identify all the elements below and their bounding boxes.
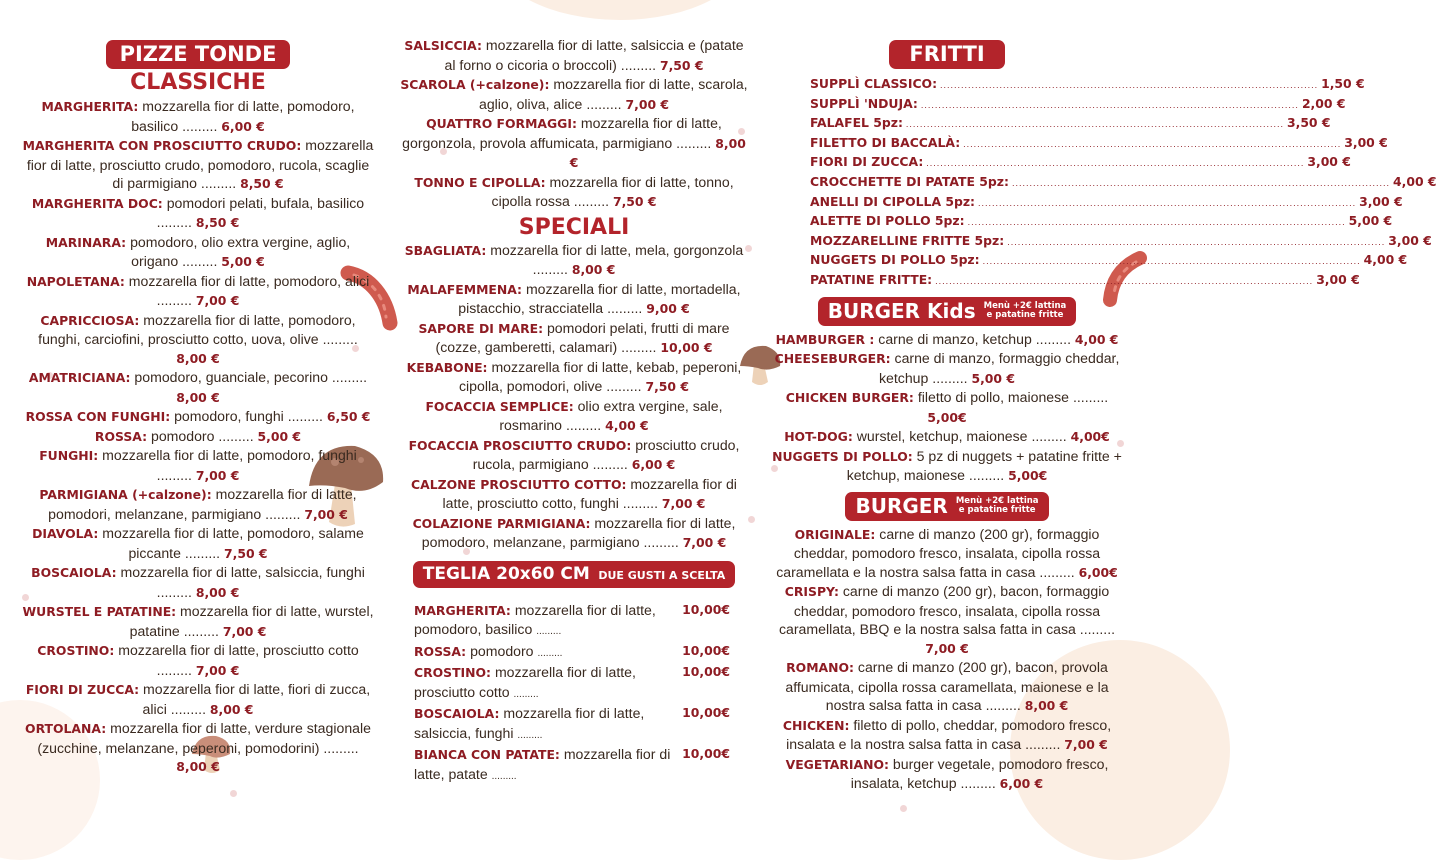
dot-leader: ............................................................................................................ <box>935 275 1314 286</box>
item-name: SUPPLÌ 'NDUJA: <box>810 95 918 111</box>
menu-item <box>22 311 374 369</box>
dot-leader: ......... <box>607 300 643 316</box>
item-price: 8,00 € <box>195 584 240 600</box>
dot-leader: ......... <box>182 117 218 134</box>
item-name: WURSTEL E PATATINE: <box>22 604 177 619</box>
menu-item <box>22 563 374 602</box>
item-price: 10,00€ <box>682 601 730 617</box>
dot-leader: ......... <box>491 770 517 782</box>
menu-item <box>810 95 1346 115</box>
dot-leader: ............................................................................................................ <box>905 119 1284 130</box>
dot-leader: ............................................................................................................ <box>978 197 1357 208</box>
item-name: PARMIGIANA (+calzone): <box>39 487 212 502</box>
item-description: mozzarella fior di latte, wurstel, patatine <box>129 603 374 639</box>
dot-leader: ......... <box>1035 330 1071 347</box>
item-name: PATATINE FRITTE: <box>810 271 933 287</box>
item-price: 10,00 € <box>660 340 713 355</box>
item-name: CHICKEN BURGER: <box>785 390 914 406</box>
item-name: FUNGHI: <box>39 448 99 463</box>
item-price: 10,00€ <box>682 705 730 720</box>
burger-kids-title: BURGER Kids <box>827 298 976 323</box>
item-description: mozzarella fior di latte, salsiccia, funghi <box>120 564 365 580</box>
item-description: mozzarella fior di latte, salsiccia e (patate al forno o cicoria o broccoli) <box>444 37 744 73</box>
dot-leader: ............................................................................................................ <box>963 138 1342 149</box>
item-name: SUPPLÌ CLASSICO: <box>810 76 938 91</box>
menu-item <box>810 75 1365 95</box>
menu-item <box>22 719 374 777</box>
item-name: TONNO E CIPOLLA: <box>414 174 546 190</box>
teglia-subtitle: DUE GUSTI A SCELTA <box>598 568 726 582</box>
menu-item <box>22 446 374 485</box>
dot-leader: ......... <box>960 775 996 792</box>
dot-leader: ......... <box>620 56 657 73</box>
menu-item <box>398 36 750 75</box>
item-price: 7,00 € <box>1064 737 1108 753</box>
item-name: KEBABONE: <box>406 359 488 375</box>
item-price: 4,00 € <box>605 418 649 433</box>
item-description: pomodori pelati, frutti di mare (cozze, gamberetti, calamari) <box>435 319 730 355</box>
item-name: ORIGINALE: <box>794 526 876 542</box>
item-name: CROSTINO: <box>414 665 492 680</box>
item-price: 5,00€ <box>927 409 967 425</box>
burger-kids-note <box>984 302 1067 320</box>
note-line: e patatine fritte <box>958 504 1036 515</box>
menu-item <box>810 232 1432 252</box>
burger-note <box>956 497 1039 515</box>
burger-kids-list <box>772 330 1122 486</box>
item-name: MARGHERITA: <box>414 602 511 618</box>
item-name: SBAGLIATA: <box>404 242 487 258</box>
column-middle <box>398 0 750 786</box>
item-name: CHICKEN: <box>782 717 850 733</box>
menu-item <box>772 447 1122 486</box>
menu-item <box>414 745 730 786</box>
item-price: 7,00 € <box>925 640 969 656</box>
fritti-list <box>810 75 1437 291</box>
item-name: MARGHERITA CON PROSCIUTTO CRUDO: <box>22 138 302 153</box>
item-name: FOCACCIA SEMPLICE: <box>425 398 574 414</box>
menu-item <box>22 641 374 680</box>
item-name: CROSTINO: <box>37 643 115 658</box>
item-name: FIORI DI ZUCCA: <box>25 682 140 697</box>
menu-item <box>414 704 730 745</box>
item-name: AMATRICIANA: <box>28 370 131 385</box>
item-price: 3,00 € <box>1344 134 1388 150</box>
item-price: 5,00€ <box>1008 468 1048 484</box>
item-description: mozzarella fior di latte, patate <box>414 746 671 782</box>
menu-item <box>22 136 374 194</box>
menu-item <box>810 193 1403 213</box>
dot-leader: ............................................................................................................ <box>926 158 1305 169</box>
item-price: 4,00 € <box>1074 331 1119 347</box>
item-price: 1,50 € <box>1321 76 1365 91</box>
menu-item <box>22 272 374 311</box>
dot-leader: ......... <box>1072 389 1109 406</box>
menu-item <box>22 368 374 407</box>
item-price: 7,00 € <box>625 96 670 112</box>
item-description: pomodoro <box>150 427 215 444</box>
item-name: QUATTRO FORMAGGI: <box>426 116 577 131</box>
item-name: CRISPY: <box>784 584 839 600</box>
menu-item <box>398 514 750 553</box>
dot-leader: ......... <box>184 544 221 561</box>
item-price: 3,00 € <box>1307 154 1351 170</box>
item-price: 8,00 € <box>1024 698 1069 714</box>
dot-leader: ............................................................................................................ <box>920 99 1299 110</box>
item-description: mozzarella fior di latte, scarola, aglio, oliva, alice <box>478 76 748 112</box>
menu-item <box>810 134 1388 154</box>
item-description: mozzarella fior di latte, pomodoro, alici <box>128 272 370 289</box>
item-description: mozzarella fior di latte, fiori di zucca, alici <box>142 681 371 717</box>
item-description: mozzarella fior di latte, prosciutto cotto <box>118 642 359 658</box>
dot-leader: ......... <box>932 369 968 386</box>
dot-leader: ......... <box>1039 563 1075 580</box>
menu-item <box>810 212 1393 232</box>
speciali-list <box>398 241 750 553</box>
item-name: NUGGETS DI POLLO 5pz: <box>810 252 980 268</box>
item-description: mozzarella fior di latte, salsiccia, funghi <box>414 705 645 741</box>
dot-leader: ......... <box>265 505 301 522</box>
item-price: 8,50 € <box>195 215 240 230</box>
menu-item <box>398 436 750 475</box>
item-name: CHEESEBURGER: <box>774 351 891 367</box>
dot-leader: ......... <box>218 427 254 444</box>
item-price: 5,00 € <box>1348 213 1393 229</box>
item-name: ALETTE DI POLLO 5pz: <box>810 213 965 229</box>
dot-leader: ......... <box>1031 428 1067 445</box>
menu-item <box>398 114 750 173</box>
item-description: pomodoro, guanciale, pecorino <box>134 369 328 385</box>
item-name: MARGHERITA DOC: <box>31 195 163 211</box>
item-description: mozzarella fior di latte, pomodoro, basilico <box>131 98 355 134</box>
item-name: ROSSA: <box>414 643 467 659</box>
item-name: BOSCAIOLA: <box>414 706 500 721</box>
item-price: 10,00€ <box>682 664 730 679</box>
item-price: 5,00 € <box>221 254 265 269</box>
menu-item <box>22 524 374 563</box>
item-price: 7,00 € <box>195 293 240 308</box>
item-name: NAPOLETANA: <box>26 273 125 289</box>
item-price: 6,00 € <box>221 118 265 134</box>
dot-leader: ............................................................................................................ <box>982 256 1361 267</box>
item-price: 6,50 € <box>326 409 371 424</box>
menu-item <box>398 173 750 212</box>
item-price: 7,00 € <box>222 623 267 639</box>
item-name: ANELLI DI CIPOLLA 5pz: <box>810 193 976 209</box>
speciali-heading: SPECIALI <box>518 214 630 240</box>
note-line: Menù +2€ lattina <box>955 495 1039 506</box>
item-name: CALZONE PROSCIUTTO COTTO: <box>411 476 627 492</box>
item-name: MARINARA: <box>45 234 127 250</box>
item-price: 8,00 € <box>571 262 616 277</box>
dot-leader: ......... <box>968 467 1005 484</box>
item-description: mozzarella fior di latte, prosciutto cotto, funghi <box>442 475 737 511</box>
item-price: 7,00 € <box>304 506 348 522</box>
menu-item <box>810 271 1360 291</box>
menu-item <box>772 349 1122 388</box>
item-description: olio extra vergine, sale, rosmarino <box>499 397 723 433</box>
item-description: carne di manzo (200 gr), bacon, provola affumicata, cipolla rossa caramellata, maionese e la nostra salsa fatta in casa <box>785 659 1109 714</box>
menu-item <box>810 251 1408 271</box>
menu-item <box>22 97 374 136</box>
item-description: pomodoro, olio extra vergine, aglio, origano <box>130 233 351 269</box>
menu-item <box>810 114 1331 134</box>
item-description: mozzarella fior di latte, prosciutto crudo, pomodoro, rucola, scaglie di parmigiano <box>26 137 374 191</box>
item-price: 3,00 € <box>1359 193 1403 209</box>
item-price: 7,50 € <box>612 194 657 209</box>
item-description: mozzarella fior di latte, prosciutto cotto <box>414 664 636 700</box>
item-name: COLAZIONE PARMIGIANA: <box>412 515 591 531</box>
item-name: ROMANO: <box>786 660 854 676</box>
item-price: 7,50 € <box>645 379 689 394</box>
column-pizze-tonde <box>22 0 374 777</box>
item-name: CROCCHETTE DI PATATE 5pz: <box>810 173 1009 189</box>
item-name: SALSICCIA: <box>404 38 482 53</box>
item-description: carne di manzo, formaggio cheddar, ketchup <box>879 350 1120 386</box>
dot-leader: ............................................................................................................ <box>940 80 1319 90</box>
menu-item <box>398 280 750 319</box>
item-description: mozzarella fior di latte, pomodoro, funghi, carciofini, prosciutto cotto, uova, olive <box>38 311 356 347</box>
menu-item <box>22 602 374 641</box>
item-price: 8,00 € <box>176 759 220 774</box>
menu-item <box>414 642 730 664</box>
fritti-banner: FRITTI <box>889 40 1004 69</box>
dot-leader: ......... <box>331 369 368 385</box>
pizze-tonde-banner: PIZZE TONDE <box>106 40 291 69</box>
dot-leader: ......... <box>1079 621 1116 638</box>
item-name: ROSSA CON FUNGHI: <box>25 409 171 424</box>
item-name: HAMBURGER : <box>775 331 875 347</box>
dot-leader: ......... <box>170 700 206 717</box>
teglia-list <box>414 601 730 787</box>
item-name: ORTOLANA: <box>25 721 107 736</box>
item-description: mozzarella fior di latte, verdure stagionale (zucchine, melanzane, peperoni, pomodorini) <box>37 720 371 756</box>
dot-leader: ......... <box>156 583 192 600</box>
item-price: 8,00 € <box>176 389 220 405</box>
menu-item <box>772 755 1122 794</box>
menu-item <box>772 388 1122 427</box>
menu-item <box>772 525 1122 583</box>
item-price: 10,00€ <box>682 642 730 658</box>
dot-leader: ......... <box>517 729 543 741</box>
item-name: CAPRICCIOSA: <box>40 312 140 328</box>
item-description: mozzarella fior di latte, pomodoro, funghi <box>102 447 357 463</box>
item-name: HOT-DOG: <box>784 429 853 445</box>
item-description: prosciutto crudo, rucola, parmigiano <box>472 436 740 472</box>
item-price: 7,00 € <box>195 662 240 678</box>
item-price: 7,50 € <box>659 57 704 73</box>
item-description: mozzarella fior di latte, mortadella, pistacchio, stracciatella <box>458 280 741 316</box>
item-name: NUGGETS DI POLLO: <box>772 448 913 464</box>
item-description: wurstel, ketchup, maionese <box>856 428 1028 445</box>
item-price: 8,50 € <box>240 176 284 191</box>
burger-title: BURGER <box>855 493 948 518</box>
dot-leader: ............................................................................................................ <box>1007 236 1386 247</box>
item-name: FOCACCIA PROSCIUTTO CRUDO: <box>408 437 632 453</box>
menu-item <box>398 475 750 514</box>
item-price: 4,00 € <box>1363 252 1408 268</box>
item-price: 4,00 € <box>1393 173 1437 189</box>
item-description: burger vegetale, pomodoro fresco, insalata, ketchup <box>850 755 1109 792</box>
item-price: 3,00 € <box>1388 232 1432 248</box>
classiche-cont-list <box>398 36 750 212</box>
menu-item <box>22 427 374 447</box>
item-price: 2,00 € <box>1301 95 1346 111</box>
menu-item <box>22 485 374 524</box>
dot-leader: ......... <box>156 466 192 483</box>
item-description: mozzarella fior di latte, tonno, cipolla rossa <box>491 173 734 209</box>
pizze-list <box>22 97 374 777</box>
dot-leader: ......... <box>322 331 358 347</box>
item-description: carne di manzo (200 gr), bacon, formaggio cheddar, pomodoro fresco, insalata, cipolla rossa caramellata, BBQ e la nostra salsa fatta in casa <box>778 583 1110 638</box>
dot-leader: ......... <box>532 261 568 277</box>
item-price: 9,00 € <box>646 301 690 316</box>
item-price: 6,00 € <box>631 457 676 472</box>
dot-leader: ......... <box>537 647 563 659</box>
dot-leader: ......... <box>643 534 679 550</box>
dot-leader: ......... <box>573 193 610 209</box>
item-description: mozzarella fior di latte, pomodori, melanzane, parmigiano <box>48 486 357 522</box>
item-description: carne di manzo, ketchup <box>878 330 1032 347</box>
dot-leader: ......... <box>183 622 219 639</box>
menu-item <box>398 358 750 397</box>
menu-item <box>772 330 1122 350</box>
item-name: MARGHERITA: <box>41 99 139 114</box>
item-name: SCAROLA (+calzone): <box>400 77 550 92</box>
menu-item <box>398 241 750 280</box>
menu-item <box>398 319 750 358</box>
dot-leader: ......... <box>1025 736 1061 753</box>
burger-kids-banner <box>818 297 1077 326</box>
item-name: BOSCAIOLA: <box>31 565 117 580</box>
burger-banner <box>845 492 1048 521</box>
item-description: mozzarella fior di latte, mela, gorgonzola <box>490 241 744 258</box>
dot-leader: ......... <box>985 697 1021 714</box>
item-price: 7,00 € <box>661 496 706 511</box>
item-name: MALAFEMMENA: <box>407 281 523 297</box>
item-price: 8,00 € <box>176 350 220 366</box>
item-description: pomodoro <box>470 642 534 659</box>
menu-item <box>810 173 1437 193</box>
note-line: Menù +2€ lattina <box>983 300 1067 311</box>
menu-item <box>398 397 750 436</box>
item-description: filetto di pollo, maionese <box>917 389 1070 406</box>
decor-dot <box>230 790 237 797</box>
item-price: 5,00 € <box>971 370 1015 386</box>
dot-leader: ............................................................................................................ <box>967 217 1346 228</box>
menu-item <box>398 75 750 114</box>
item-name: FILETTO DI BACCALÀ: <box>810 134 961 150</box>
item-description: carne di manzo (200 gr), formaggio cheddar, pomodoro fresco, insalata, cipolla rossa caramellata e la nostra salsa fatta in casa <box>776 525 1101 580</box>
item-name: SAPORE DI MARE: <box>418 320 544 336</box>
item-price: 8,00 € <box>569 135 746 170</box>
dot-leader: ......... <box>622 495 658 511</box>
item-price: 8,00 € <box>209 701 254 717</box>
dot-leader: ......... <box>156 214 192 230</box>
dot-leader: ......... <box>513 688 539 700</box>
decor-dot <box>900 805 907 812</box>
item-name: VEGETARIANO: <box>785 756 889 772</box>
menu-item <box>414 663 730 704</box>
item-name: BIANCA CON PATATE: <box>414 747 560 762</box>
dot-leader: ......... <box>592 456 628 472</box>
menu-item <box>22 680 374 719</box>
item-description: pomodori pelati, bufala, basilico <box>166 194 365 211</box>
burger-list <box>772 525 1122 794</box>
menu-item <box>772 427 1122 447</box>
item-price: 7,00 € <box>682 535 727 550</box>
dot-leader: ......... <box>287 408 323 424</box>
classiche-heading: CLASSICHE <box>130 70 266 95</box>
item-name: ROSSA: <box>94 428 148 444</box>
note-line: e patatine fritte <box>986 309 1064 320</box>
dot-leader: ......... <box>536 626 562 637</box>
item-name: MOZZARELLINE FRITTE 5pz: <box>810 232 1005 248</box>
dot-leader: ......... <box>621 339 657 355</box>
item-description: filetto di pollo, cheddar, pomodoro fresco, insalata e la nostra salsa fatta in casa <box>786 716 1112 753</box>
item-price: 4,00€ <box>1070 429 1110 445</box>
item-description: mozzarella fior di latte, pomodoro, salame piccante <box>102 525 364 561</box>
dot-leader: ......... <box>565 417 602 433</box>
item-price: 6,00€ <box>1078 564 1118 580</box>
menu-item <box>772 716 1122 755</box>
item-description: mozzarella fior di latte, pomodoro, melanzane, parmigiano <box>421 514 736 550</box>
dot-leader: ......... <box>182 253 218 269</box>
item-description: mozzarella fior di latte, gorgonzola, provola affumicata, parmigiano <box>402 115 722 151</box>
item-price: 7,00 € <box>195 467 240 483</box>
dot-leader: ......... <box>156 292 192 308</box>
menu-item <box>772 658 1122 716</box>
item-description: mozzarella fior di latte, pomodoro, basilico <box>414 601 656 637</box>
item-name: FALAFEL 5pz: <box>810 115 903 131</box>
item-price: 10,00€ <box>682 746 730 761</box>
item-price: 7,50 € <box>224 545 268 561</box>
menu-item <box>22 194 374 233</box>
menu-item <box>810 153 1351 173</box>
dot-leader: ......... <box>200 175 237 191</box>
teglia-banner <box>413 561 736 588</box>
item-name: DIAVOLA: <box>32 526 99 541</box>
item-description: 5 pz di nuggets + patatine fritte + ketchup, maionese <box>846 447 1122 484</box>
dot-leader: ......... <box>676 134 712 151</box>
dot-leader: ......... <box>156 661 192 678</box>
menu-item <box>22 233 374 272</box>
menu-item <box>22 407 374 427</box>
item-description: pomodoro, funghi <box>174 408 284 424</box>
teglia-title: TEGLIA 20x60 CM <box>422 563 590 584</box>
dot-leader: ......... <box>323 739 359 756</box>
dot-leader: ......... <box>606 378 642 394</box>
item-price: 6,00 € <box>999 776 1044 792</box>
item-price: 5,00 € <box>257 428 302 444</box>
item-price: 3,00 € <box>1316 271 1360 287</box>
item-description: mozzarella fior di latte, kebab, peperoni, cipolla, pomodori, olive <box>459 358 742 394</box>
menu-item <box>414 601 730 642</box>
menu-item <box>772 582 1122 658</box>
dot-leader: ............................................................................................................ <box>1011 177 1390 188</box>
item-name: FIORI DI ZUCCA: <box>810 154 924 170</box>
column-fritti-burger <box>772 0 1437 794</box>
item-price: 3,50 € <box>1286 115 1331 131</box>
dot-leader: ......... <box>586 95 622 112</box>
